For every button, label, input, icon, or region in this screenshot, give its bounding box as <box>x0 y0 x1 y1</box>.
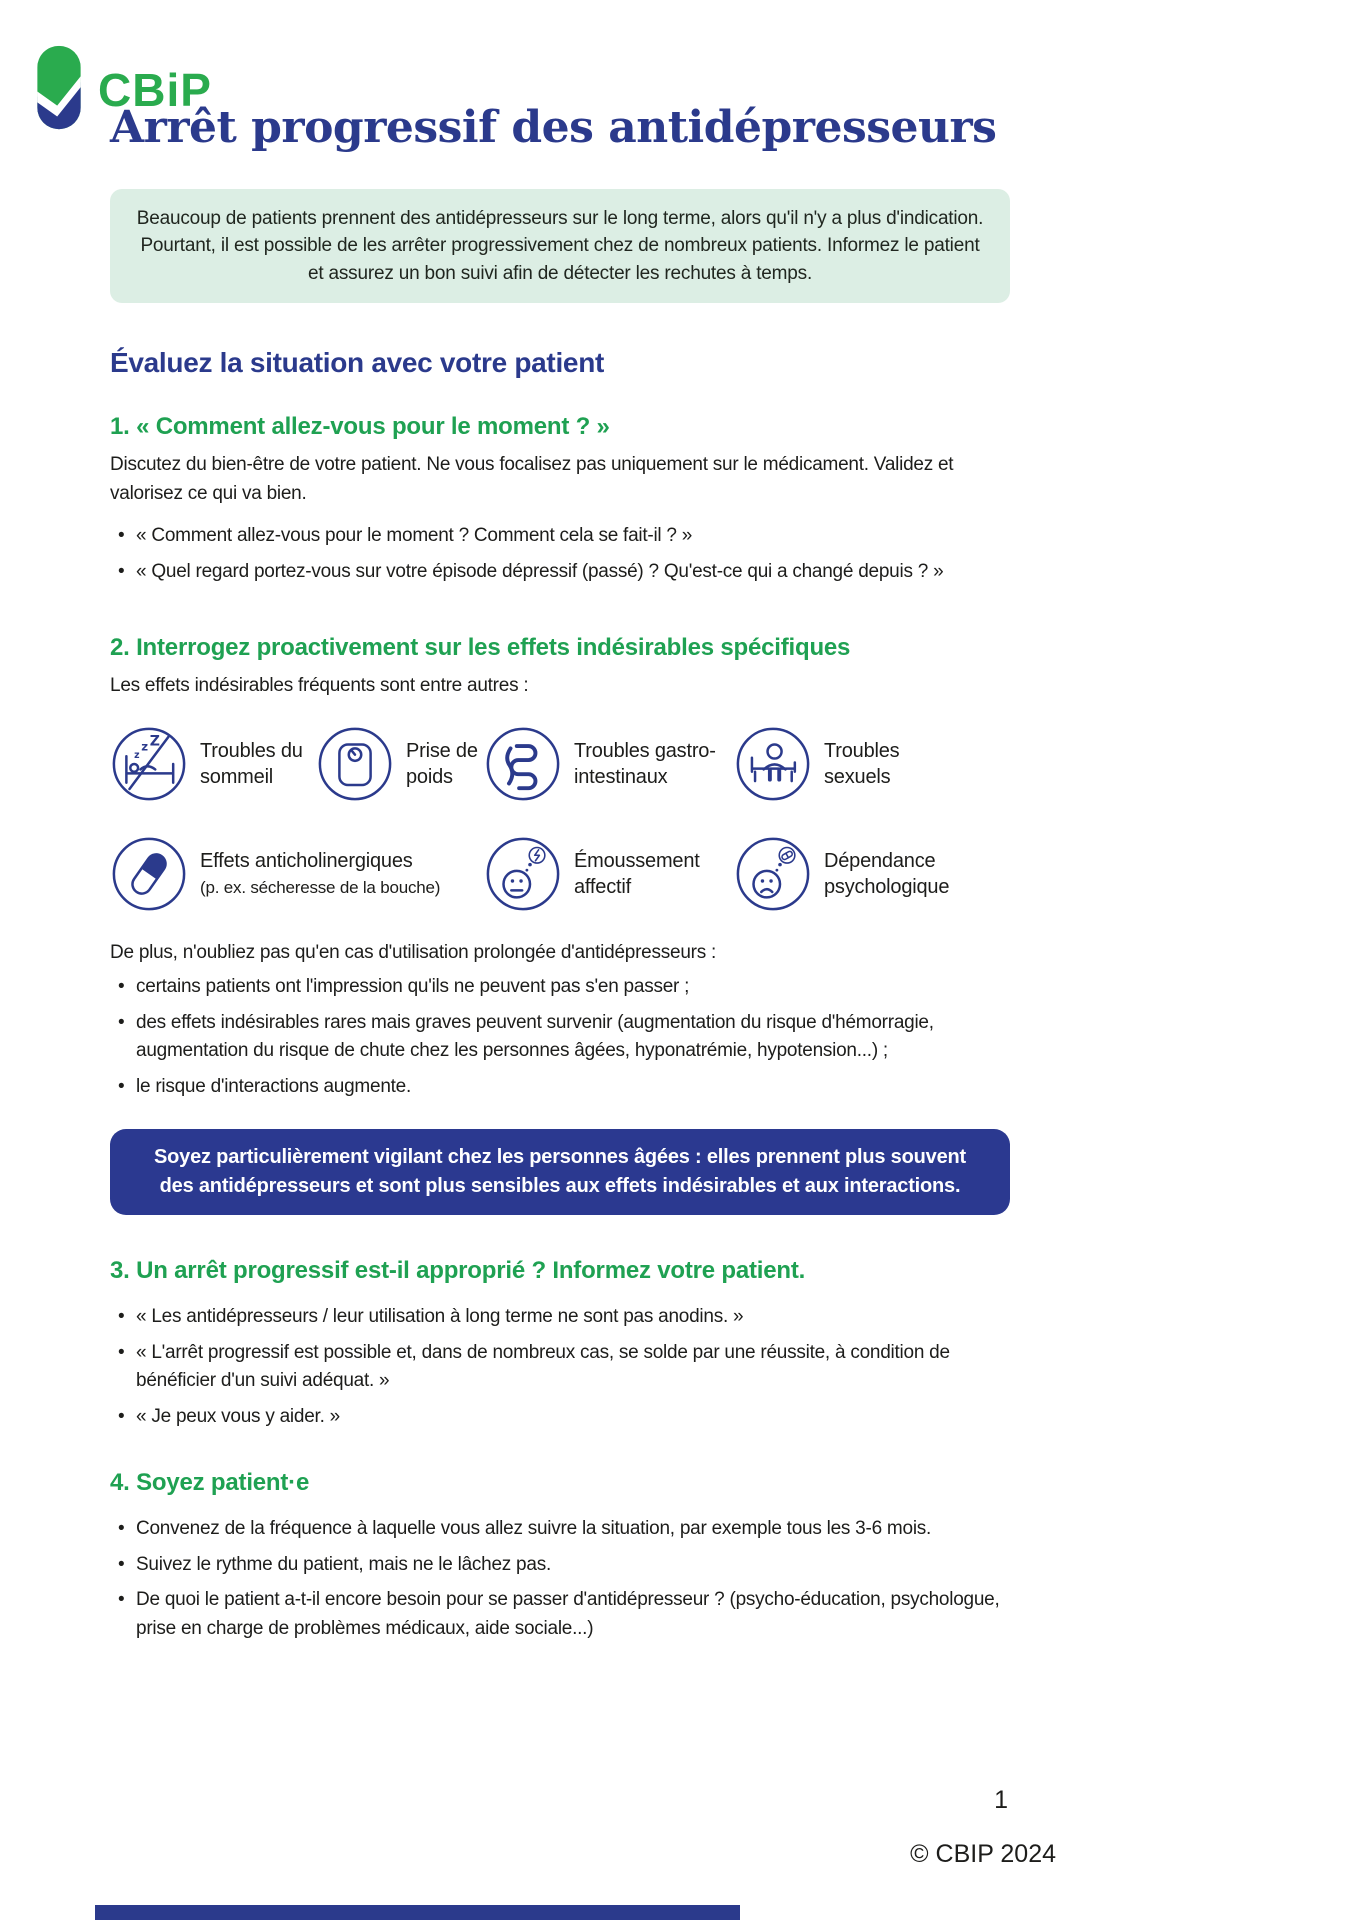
weight-scale-icon <box>316 725 394 803</box>
side-effect-weight <box>316 725 484 803</box>
main-heading: Évaluez la situation avec votre patient <box>110 347 605 379</box>
side-effect-label: Dépendance psychologique <box>824 849 950 898</box>
side-effect-label <box>200 848 440 900</box>
section-1-bullets <box>110 522 1010 586</box>
section-1-body: Discutez du bien-être de votre patient. Ne vous focalisez pas uniquement sur le médicament. Validez et valorisez ce qui va bien. <box>110 454 954 504</box>
page-number: 1 <box>994 1786 1008 1814</box>
section-3-bullets <box>110 1303 1010 1431</box>
list-item: • le risque d'interactions augmente. <box>110 1073 1010 1102</box>
intro-box: Beaucoup de patients prennent des antidépresseurs sur le long terme, alors qu'il n'y a plus d'indication. Pourtant, il est possible de les arrêter progressivement chez de nombreux patients. Informez le patient et assurez un bon suivi afin de détecter les rechutes à temps. <box>110 189 1010 304</box>
list-item: • De quoi le patient a-t-il encore besoin pour se passer d'antidépresseur ? (psycho-éducation, psychologue, prise en charge de problèmes médicaux, aide sociale...) <box>110 1586 1010 1643</box>
side-effect-blunting <box>484 835 734 913</box>
side-effect-label: Troubles du sommeil <box>200 739 303 788</box>
svg-text:Z: Z <box>149 733 160 750</box>
list-item: • Convenez de la fréquence à laquelle vous allez suivre la situation, par exemple tous les 3-6 mois. <box>110 1515 1010 1544</box>
bottom-bar <box>95 1905 740 1920</box>
list-item: • Suivez le rythme du patient, mais ne le lâchez pas. <box>110 1551 1010 1580</box>
side-effect-label-main: Effets anticholinergiques <box>200 849 413 872</box>
section-2-heading: 2. Interrogez proactivement sur les effets indésirables spécifiques <box>110 634 851 662</box>
side-effect-label: Troubles gastro-intestinaux <box>574 739 716 788</box>
list-item: • « Quel regard portez-vous sur votre épisode dépressif (passé) ? Qu'est-ce qui a changé depuis ? » <box>110 558 1010 587</box>
pill-icon <box>110 835 188 913</box>
side-effect-label: Émoussement affectif <box>574 849 700 898</box>
list-item: • « Je peux vous y aider. » <box>110 1403 1010 1432</box>
side-effect-gastro <box>484 725 734 803</box>
no-sleep-icon <box>110 725 188 803</box>
psychological-dependence-face-icon <box>734 835 812 913</box>
svg-text:z: z <box>134 749 140 761</box>
section-4-heading: 4. Soyez patient·e <box>110 1469 310 1497</box>
section-2-body: Les effets indésirables fréquents sont entre autres : <box>110 675 529 697</box>
emotional-blunting-face-icon <box>484 835 562 913</box>
cbip-logo-mark-icon <box>30 44 88 136</box>
section-2-bullets <box>110 973 1010 1101</box>
section-4-bullets <box>110 1515 1010 1643</box>
intestines-icon <box>484 725 562 803</box>
brand-name: CBiP <box>98 64 212 116</box>
side-effect-sleep <box>110 725 316 803</box>
section-3-heading: 3. Un arrêt progressif est-il approprié ? Informez votre patient. <box>110 1257 806 1285</box>
side-effect-label-sub: (p. ex. sécheresse de la bouche) <box>200 877 441 897</box>
svg-text:z: z <box>141 739 149 754</box>
person-on-bed-icon <box>734 725 812 803</box>
list-item: • des effets indésirables rares mais graves peuvent survenir (augmentation du risque d'hémorragie, augmentation du risque de chute chez les personnes âgées, hyponatrémie, hypotension...) ; <box>110 1009 1010 1066</box>
side-effect-label: Prise de poids <box>406 739 478 788</box>
list-item: • certains patients ont l'impression qu'ils ne peuvent pas s'en passer ; <box>110 973 1010 1002</box>
copyright: © CBIP 2024 <box>910 1840 1056 1868</box>
list-item: • « Les antidépresseurs / leur utilisation à long terme ne sont pas anodins. » <box>110 1303 1010 1332</box>
page-title: Arrêt progressif des antidépresseurs <box>110 102 997 153</box>
warning-banner: Soyez particulièrement vigilant chez les personnes âgées : elles prennent plus souvent des antidépresseurs et sont plus sensibles aux effets indésirables et aux interactions. <box>110 1129 1010 1215</box>
section-1-heading: 1. « Comment allez-vous pour le moment ? » <box>110 413 610 441</box>
side-effect-label: Troubles sexuels <box>824 739 900 788</box>
section-2-note: De plus, n'oubliez pas qu'en cas d'utilisation prolongée d'antidépresseurs : <box>110 941 717 963</box>
side-effect-sexual <box>734 725 1010 803</box>
list-item: • « L'arrêt progressif est possible et, dans de nombreux cas, se solde par une réussite, à condition de bénéficier d'un suivi adéquat. » <box>110 1339 1010 1396</box>
side-effects-grid <box>110 725 1010 913</box>
list-item: • « Comment allez-vous pour le moment ? Comment cela se fait-il ? » <box>110 522 1010 551</box>
side-effect-anticholinergic <box>110 835 484 913</box>
side-effect-dependence <box>734 835 1010 913</box>
